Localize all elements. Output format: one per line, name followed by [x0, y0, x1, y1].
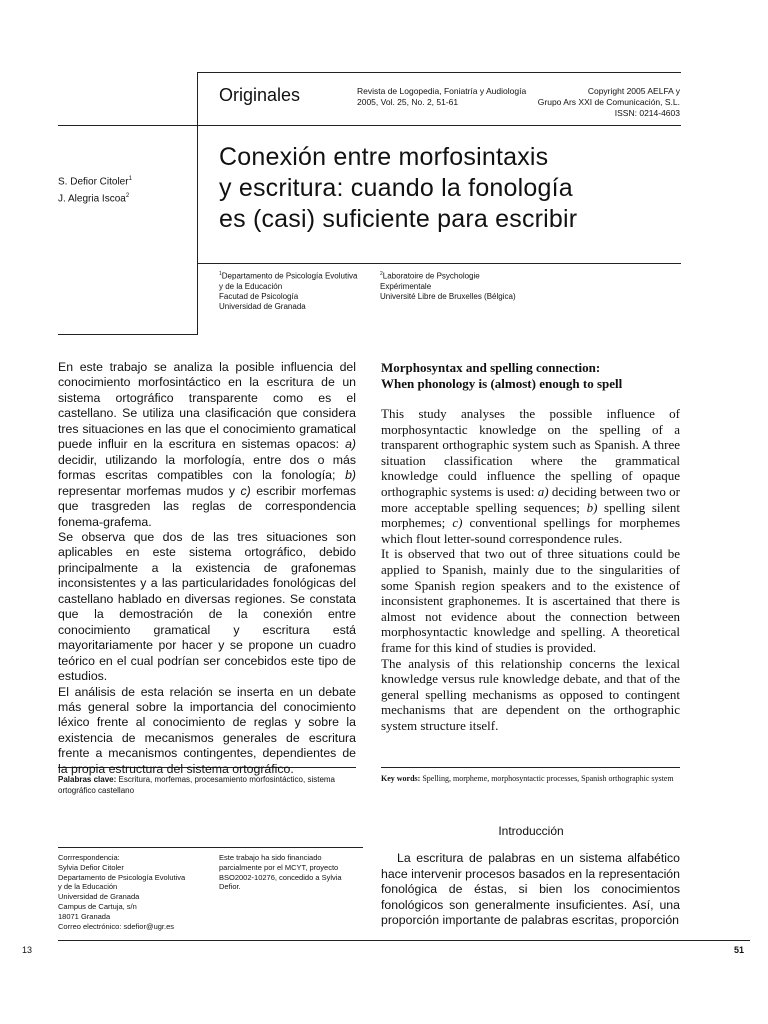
introduction-heading: Introducción	[498, 824, 564, 838]
copyright-line: Grupo Ars XXI de Comunicación, S.L.	[537, 97, 680, 107]
affiliation-2: $^2$Laboratoire de Psychologie Expérimentale Université Libre de Bruxelles (Bélgica)	[380, 271, 516, 301]
keywords-en-rule	[381, 767, 680, 768]
title-line: Conexión entre morfosintaxis	[219, 143, 549, 171]
abstract-english	[381, 406, 680, 733]
abstract-paragraph: En este trabajo se analiza la posible influencia del conocimiento morfosintáctico en la escritura de un sistema ortográfico transparente como es el castellano. Se utiliza una clasificación que considera tres situaciones en las que el conocimiento gramatical puede influir en la escritura en sistemas opacos: a) decidir, utilizando la morfología, entre dos o más formas escritas compatibles con la fonología; b) representar morfemas mudos y c) escribir morfemas que trasgreden las reglas de correspondencia fonema-grafema.	[58, 360, 356, 529]
copyright-line: ISSN: 0214-4603	[614, 108, 680, 118]
abstract-paragraph: This study analyses the possible influence of morphosyntactic knowledge on the spelling of a transparent orthographic system such as Spanish. A three situation classification where the grammatical knowledge could influence the spelling of opaque orthographic systems is used: a) deciding between two or more acceptable spelling sequences; b) spelling silent morphemes; c) conventional spellings for morphemes which flout letter-sound correspondence rules.	[381, 406, 680, 546]
page-number-right: 51	[733, 945, 744, 955]
footnote-rule	[58, 847, 363, 848]
affiliation-bottom-rule	[58, 334, 198, 335]
author: J. Alegria Iscoa$^2$	[58, 193, 130, 205]
header-vertical-rule	[197, 72, 198, 335]
copyright-line: Copyright 2005 AELFA y	[587, 86, 680, 96]
abstract-paragraph: El análisis de esta relación se inserta en un debate más general sobre la importancia del conocimiento léxico frente al conocimiento de reglas y sobre la existencia de mecanismos generales de escritura frente a mecanismos contingentes, dependientes de la propia estructura del sistema ortográfico.	[58, 684, 356, 776]
title-line: es (casi) suficiente para escribir	[219, 205, 578, 233]
page-right-rule	[680, 940, 750, 941]
title-line: y escritura: cuando la fonología	[219, 174, 573, 202]
journal-line: Revista de Logopedia, Foniatría y Audiología	[357, 86, 527, 96]
abstract-paragraph: Se observa que dos de las tres situaciones son aplicables en este sistema ortográfico, debido principalmente a la existencia de grafonemas inconsistentes y a las particularidades fonológicas del castellano hablado en diversas regiones. Se constata que la demostración de la conexión entre conocimiento gramatical y escritura está mayoritariamente por hacer y se propone un cuadro teórico en el cual podrían ser concebidos este tipo de estudios.	[58, 529, 356, 684]
funding-note: Este trabajo ha sido financiado parcialmente por el MCYT, proyecto BSO2002-10276, concedido a Sylvia Defior.	[219, 853, 342, 892]
author: S. Defior Citoler$^1$	[58, 176, 132, 188]
correspondence-note: Corrrespondencia: Sylvia Defior Citoler Departamento de Psicología Evolutiva y de la Educación Universidad de Granada Campus de Cartuja, s/n 18071 Granada Correo electrónico: sdefior@ugr.es	[58, 853, 186, 931]
introduction-text: La escritura de palabras en un sistema alfabético hace intervenir procesos basados en la representación fonológica de éstas, si bien los conocimientos fonológicos son generalmente insuficientes. Así, una proporción importante de palabras escritas, proporción	[381, 851, 680, 927]
abstract-paragraph: The analysis of this relationship concerns the lexical knowledge versus rule knowledge debate, and that of the general spelling mechanisms as opposed to contingent mechanisms that are dependent on the orthographic system structure itself.	[381, 655, 680, 733]
affiliation-1: $^1$Departamento de Psicología Evolutiva y de la Educación Facutad de Psicología Universidad de Granada	[219, 271, 358, 311]
page-number-left: 13	[22, 945, 33, 955]
title-bottom-rule	[197, 263, 681, 264]
english-title: Morphosyntax and spelling connection: When phonology is (almost) enough to spell	[381, 360, 623, 391]
copyright-notice	[500, 86, 680, 119]
author-list	[58, 172, 132, 207]
journal-line: 2005, Vol. 25, No. 2, 51-61	[357, 97, 459, 107]
header-bottom-rule	[58, 125, 681, 126]
page-bottom-rule	[58, 940, 680, 941]
keywords-english: Key words: Spelling, morpheme, morphosyntactic processes, Spanish orthographic system	[381, 774, 674, 783]
article-title	[219, 142, 659, 235]
abstract-paragraph: It is observed that two out of three situations could be applied to Spanish, mainly due to the singularities of some Spanish region speakers and to the existence of inconsistent graphonemes. It is ascertained that there is almost not evidence about the connection between morphosyntactic knowledge and spelling. A theoretical frame for this kind of studies is provided.	[381, 546, 680, 655]
keywords-spanish: Palabras clave: Escritura, morfemas, procesamiento morfosintáctico, sistema ortográfico castellano	[58, 775, 336, 795]
section-label: Originales	[219, 85, 301, 105]
header-top-rule	[197, 72, 681, 73]
abstract-spanish	[58, 360, 356, 777]
